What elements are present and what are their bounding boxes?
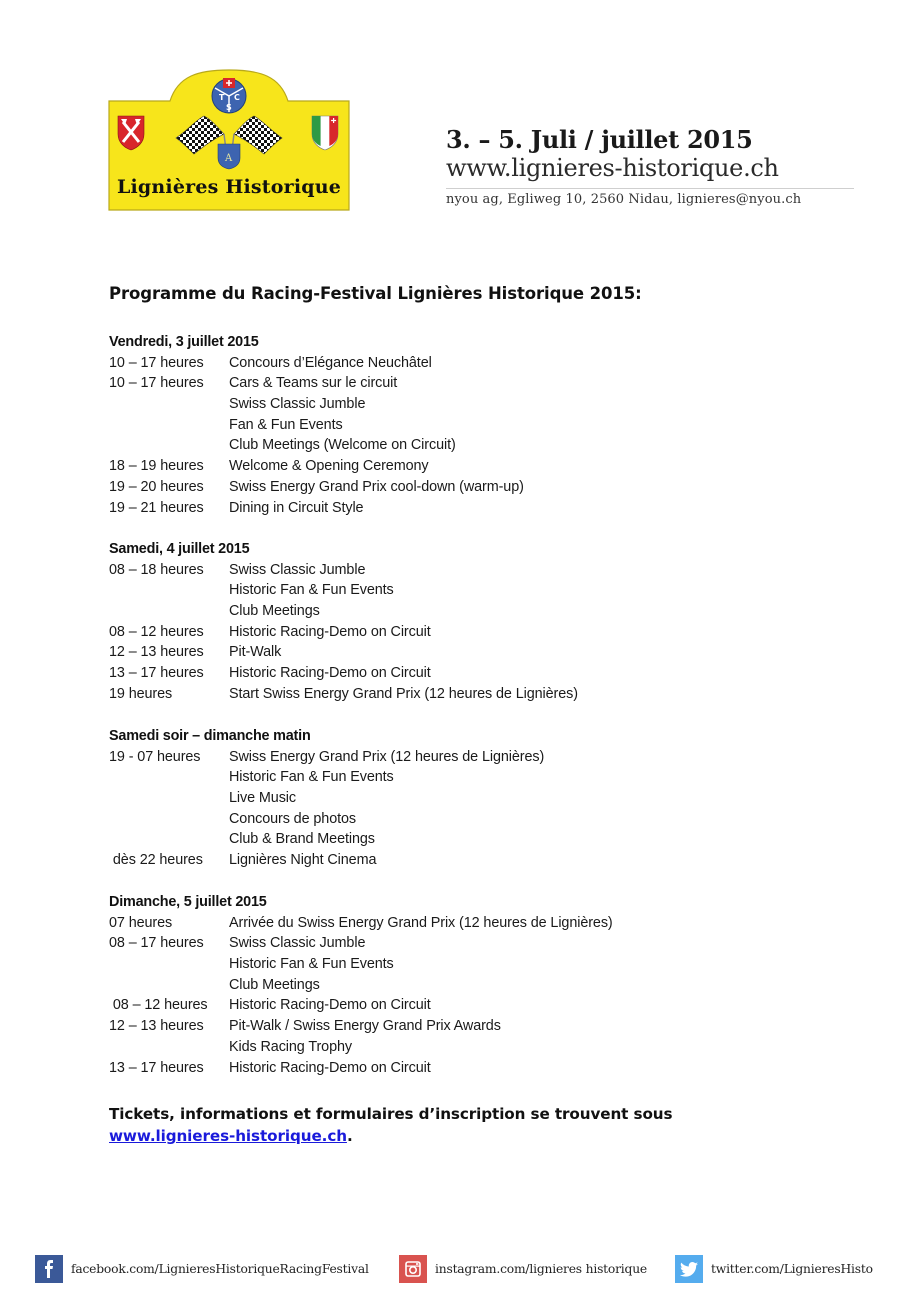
- schedule-event: Club Meetings: [229, 603, 320, 620]
- schedule-row: [109, 601, 578, 622]
- schedule-time: 08 – 18 heures: [109, 561, 204, 578]
- schedule-row: [109, 580, 578, 601]
- schedule-time: [109, 435, 229, 456]
- club-shield-icon: [218, 144, 240, 169]
- programme-title: Programme du Racing-Festival Lignières Historique 2015:: [109, 284, 642, 303]
- schedule-time: 10 – 17 heures: [109, 354, 204, 371]
- event-logo: [108, 68, 350, 211]
- schedule-row: [109, 353, 524, 374]
- schedule-row: [109, 415, 524, 436]
- tcs-badge-icon: [212, 78, 246, 113]
- twitter-link[interactable]: twitter.com/LignieresHisto: [711, 1262, 873, 1276]
- schedule-row: [109, 477, 524, 498]
- schedule-row: [109, 560, 578, 581]
- schedule-event: Fan & Fun Events: [229, 416, 343, 433]
- schedule-time: [109, 975, 229, 996]
- schedule-row: [109, 373, 524, 394]
- schedule-event: Historic Fan & Fun Events: [229, 769, 394, 786]
- schedule-time: 13 – 17 heures: [109, 1059, 204, 1076]
- organizer-address: nyou ag, Egliweg 10, 2560 Nidau, lignieres@nyou.ch: [446, 192, 802, 207]
- schedule-row: [109, 622, 578, 643]
- social-twitter[interactable]: [675, 1255, 873, 1283]
- day-section-sunday: [109, 892, 613, 1078]
- svg-text:T: T: [219, 93, 225, 102]
- event-website[interactable]: www.lignieres-historique.ch: [446, 154, 779, 182]
- schedule-time: 07 heures: [109, 914, 173, 931]
- schedule-event: Pit-Walk: [229, 644, 282, 661]
- schedule-row: [109, 954, 613, 975]
- schedule-time: 19 – 20 heures: [109, 478, 204, 495]
- day-heading: Samedi, 4 juillet 2015: [109, 541, 250, 557]
- social-facebook[interactable]: [35, 1255, 369, 1283]
- schedule-row: [109, 1016, 613, 1037]
- schedule-time: [109, 415, 229, 436]
- schedule-time: [109, 601, 229, 622]
- social-instagram[interactable]: [399, 1255, 647, 1283]
- facebook-link[interactable]: facebook.com/LignieresHistoriqueRacingFestival: [71, 1262, 369, 1276]
- website-link[interactable]: www.lignieres-historique.ch: [109, 1127, 347, 1145]
- schedule-time: 19 heures: [109, 685, 173, 702]
- schedule-row: [109, 788, 544, 809]
- day-section-saturday-night: [109, 726, 544, 871]
- schedule-time: 18 – 19 heures: [109, 458, 204, 475]
- schedule-event: Concours d’Elégance Neuchâtel: [229, 354, 432, 371]
- day-section-friday: [109, 332, 524, 518]
- schedule-time: 19 - 07 heures: [109, 748, 201, 765]
- facebook-icon: [35, 1255, 63, 1283]
- svg-text:A: A: [225, 153, 233, 164]
- schedule-event: Live Music: [229, 790, 296, 807]
- schedule-event: Club Meetings (Welcome on Circuit): [229, 437, 456, 454]
- schedule-row: [109, 435, 524, 456]
- schedule-event: Start Swiss Energy Grand Prix (12 heures de Lignières): [229, 685, 578, 702]
- schedule-row: [109, 913, 613, 934]
- schedule-row: [109, 642, 578, 663]
- tickets-info-text: Tickets, informations et formulaires d’inscription se trouvent sous: [109, 1105, 673, 1123]
- schedule-event: Swiss Classic Jumble: [229, 396, 366, 413]
- schedule-time: [109, 829, 229, 850]
- twitter-icon: [675, 1255, 703, 1283]
- schedule-row: [109, 809, 544, 830]
- schedule-time: [109, 580, 229, 601]
- schedule-row: [109, 663, 578, 684]
- schedule-time: 08 – 12 heures: [109, 997, 208, 1014]
- header-divider: [446, 188, 854, 189]
- schedule-time: 19 – 21 heures: [109, 499, 204, 516]
- schedule-event: Pit-Walk / Swiss Energy Grand Prix Awards: [229, 1018, 501, 1035]
- schedule-row: [109, 933, 613, 954]
- schedule-event: Historic Racing-Demo on Circuit: [229, 997, 431, 1014]
- day-heading: Samedi soir – dimanche matin: [109, 728, 311, 744]
- schedule-event: Historic Racing-Demo on Circuit: [229, 1059, 431, 1076]
- schedule-time: 08 – 12 heures: [109, 623, 204, 640]
- schedule-event: Club Meetings: [229, 976, 320, 993]
- schedule-time: [109, 1037, 229, 1058]
- schedule-time: 13 – 17 heures: [109, 665, 204, 682]
- schedule-event: Historic Racing-Demo on Circuit: [229, 665, 431, 682]
- schedule-event: Swiss Energy Grand Prix (12 heures de Lignières): [229, 748, 545, 765]
- schedule-row: [109, 1037, 613, 1058]
- schedule-time: [109, 954, 229, 975]
- logo-title: Lignières Historique: [116, 176, 342, 198]
- schedule-event: Historic Fan & Fun Events: [229, 582, 394, 599]
- schedule-event: Cars & Teams sur le circuit: [229, 375, 398, 392]
- schedule-time: [109, 394, 229, 415]
- schedule-event: Welcome & Opening Ceremony: [229, 458, 429, 475]
- tickets-info: [109, 1103, 672, 1147]
- schedule-row: [109, 975, 613, 996]
- schedule-event: Swiss Classic Jumble: [229, 561, 366, 578]
- instagram-icon: [399, 1255, 427, 1283]
- footer-period: .: [346, 1127, 353, 1145]
- schedule-event: Concours de photos: [229, 810, 356, 827]
- schedule-time: 10 – 17 heures: [109, 375, 204, 392]
- schedule-event: Club & Brand Meetings: [229, 831, 375, 848]
- schedule-event: Dining in Circuit Style: [229, 499, 364, 516]
- schedule-row: [109, 498, 524, 519]
- event-dates: 3. – 5. Juli / juillet 2015: [446, 125, 753, 154]
- svg-text:S: S: [226, 103, 232, 112]
- instagram-link[interactable]: instagram.com/lignieres historique: [435, 1262, 648, 1276]
- schedule-row: [109, 456, 524, 477]
- day-section-saturday: [109, 539, 578, 705]
- schedule-time: [109, 788, 229, 809]
- schedule-row: [109, 684, 578, 705]
- schedule-row: [109, 1058, 613, 1079]
- schedule-row: [109, 850, 544, 871]
- schedule-event: Historic Racing-Demo on Circuit: [229, 623, 431, 640]
- schedule-row: [109, 767, 544, 788]
- schedule-event: Swiss Classic Jumble: [229, 935, 366, 952]
- schedule-time: 12 – 13 heures: [109, 1018, 204, 1035]
- schedule-time: dès 22 heures: [109, 852, 203, 869]
- schedule-event: Swiss Energy Grand Prix cool-down (warm-up): [229, 478, 524, 495]
- schedule-event: Arrivée du Swiss Energy Grand Prix (12 heures de Lignières): [229, 914, 613, 931]
- schedule-time: 12 – 13 heures: [109, 644, 204, 661]
- schedule-time: [109, 767, 229, 788]
- schedule-row: [109, 747, 544, 768]
- schedule-row: [109, 995, 613, 1016]
- schedule-row: [109, 394, 524, 415]
- svg-text:C: C: [234, 93, 240, 102]
- schedule-time: 08 – 17 heures: [109, 935, 204, 952]
- day-heading: Dimanche, 5 juillet 2015: [109, 894, 267, 910]
- schedule-row: [109, 829, 544, 850]
- schedule-event: Historic Fan & Fun Events: [229, 956, 394, 973]
- schedule-time: [109, 809, 229, 830]
- day-heading: Vendredi, 3 juillet 2015: [109, 334, 259, 350]
- event-header: [446, 126, 856, 207]
- schedule-event: Kids Racing Trophy: [229, 1038, 352, 1055]
- schedule-event: Lignières Night Cinema: [229, 852, 377, 869]
